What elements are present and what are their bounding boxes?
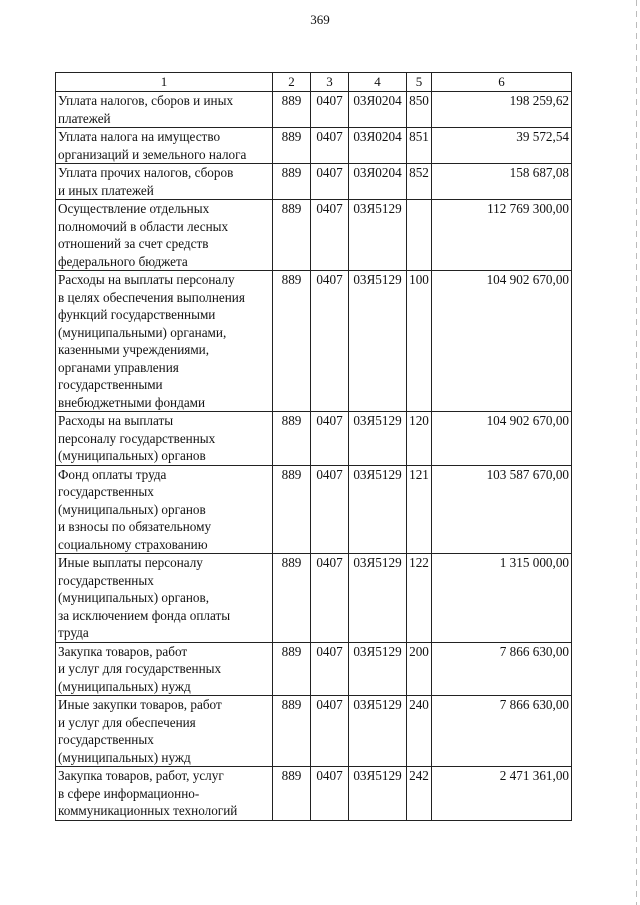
table-row	[56, 164, 572, 200]
scan-edge-line	[636, 0, 637, 905]
table-row	[56, 412, 572, 466]
table-row	[56, 128, 572, 164]
table-row	[56, 642, 572, 696]
row-amount-cell: 198 259,62	[432, 92, 572, 128]
table-body	[56, 92, 572, 821]
row-expense-type-cell: 242	[407, 767, 432, 821]
row-target-article-cell: 03Я5129	[349, 696, 407, 767]
row-amount-cell: 103 587 670,00	[432, 465, 572, 554]
row-expense-type-cell: 100	[407, 271, 432, 412]
row-expense-type-cell	[407, 200, 432, 271]
row-amount-cell: 2 471 361,00	[432, 767, 572, 821]
row-section-cell: 0407	[311, 200, 349, 271]
row-code-cell: 889	[273, 200, 311, 271]
row-name-cell: Фонд оплаты труда государственных (муниципальных) органов и взносы по обязательному социальному страхованию	[56, 465, 273, 554]
table-row	[56, 92, 572, 128]
column-header-3: 3	[311, 73, 349, 92]
column-header-6: 6	[432, 73, 572, 92]
row-target-article-cell: 03Я5129	[349, 200, 407, 271]
table-row	[56, 767, 572, 821]
table-header-row	[56, 73, 572, 92]
row-code-cell: 889	[273, 465, 311, 554]
row-name-cell: Уплата налога на имущество организаций и земельного налога	[56, 128, 273, 164]
row-amount-cell: 1 315 000,00	[432, 554, 572, 643]
row-expense-type-cell: 121	[407, 465, 432, 554]
row-expense-type-cell: 240	[407, 696, 432, 767]
row-section-cell: 0407	[311, 412, 349, 466]
row-target-article-cell: 03Я5129	[349, 767, 407, 821]
row-amount-cell: 104 902 670,00	[432, 271, 572, 412]
row-name-cell: Осуществление отдельных полномочий в области лесных отношений за счет средств федерального бюджета	[56, 200, 273, 271]
row-amount-cell: 104 902 670,00	[432, 412, 572, 466]
row-name-cell: Иные выплаты персоналу государственных (муниципальных) органов, за исключением фонда оплаты труда	[56, 554, 273, 643]
row-code-cell: 889	[273, 128, 311, 164]
row-section-cell: 0407	[311, 92, 349, 128]
row-section-cell: 0407	[311, 465, 349, 554]
row-target-article-cell: 03Я5129	[349, 554, 407, 643]
row-target-article-cell: 03Я0204	[349, 128, 407, 164]
row-code-cell: 889	[273, 696, 311, 767]
row-section-cell: 0407	[311, 554, 349, 643]
page-number: 369	[310, 12, 330, 27]
row-amount-cell: 39 572,54	[432, 128, 572, 164]
row-amount-cell: 7 866 630,00	[432, 642, 572, 696]
row-amount-cell: 158 687,08	[432, 164, 572, 200]
row-section-cell: 0407	[311, 164, 349, 200]
table-row	[56, 465, 572, 554]
row-name-cell: Расходы на выплаты персоналу государственных (муниципальных) органов	[56, 412, 273, 466]
row-amount-cell: 7 866 630,00	[432, 696, 572, 767]
row-name-cell: Закупка товаров, работ и услуг для государственных (муниципальных) нужд	[56, 642, 273, 696]
row-expense-type-cell: 850	[407, 92, 432, 128]
table-row	[56, 200, 572, 271]
row-name-cell: Уплата налогов, сборов и иных платежей	[56, 92, 273, 128]
column-header-5: 5	[407, 73, 432, 92]
column-header-4: 4	[349, 73, 407, 92]
row-amount-cell: 112 769 300,00	[432, 200, 572, 271]
row-section-cell: 0407	[311, 696, 349, 767]
row-section-cell: 0407	[311, 642, 349, 696]
row-expense-type-cell: 851	[407, 128, 432, 164]
row-name-cell: Расходы на выплаты персоналу в целях обеспечения выполнения функций государственными (муниципальными) органами, казенными учреждениями, органами управления государственными внебюджетными фондами	[56, 271, 273, 412]
row-section-cell: 0407	[311, 271, 349, 412]
column-header-1: 1	[56, 73, 273, 92]
row-expense-type-cell: 120	[407, 412, 432, 466]
row-target-article-cell: 03Я5129	[349, 642, 407, 696]
row-code-cell: 889	[273, 642, 311, 696]
row-target-article-cell: 03Я0204	[349, 164, 407, 200]
row-target-article-cell: 03Я5129	[349, 412, 407, 466]
budget-table	[55, 72, 572, 821]
row-code-cell: 889	[273, 271, 311, 412]
row-code-cell: 889	[273, 767, 311, 821]
row-code-cell: 889	[273, 412, 311, 466]
row-target-article-cell: 03Я0204	[349, 92, 407, 128]
row-target-article-cell: 03Я5129	[349, 271, 407, 412]
row-code-cell: 889	[273, 92, 311, 128]
row-section-cell: 0407	[311, 767, 349, 821]
row-expense-type-cell: 122	[407, 554, 432, 643]
row-name-cell: Иные закупки товаров, работ и услуг для обеспечения государственных (муниципальных) нужд	[56, 696, 273, 767]
row-expense-type-cell: 200	[407, 642, 432, 696]
row-section-cell: 0407	[311, 128, 349, 164]
table-row	[56, 696, 572, 767]
row-target-article-cell: 03Я5129	[349, 465, 407, 554]
row-name-cell: Закупка товаров, работ, услуг в сфере информационно- коммуникационных технологий	[56, 767, 273, 821]
row-code-cell: 889	[273, 554, 311, 643]
table-row	[56, 271, 572, 412]
column-header-2: 2	[273, 73, 311, 92]
row-code-cell: 889	[273, 164, 311, 200]
row-name-cell: Уплата прочих налогов, сборов и иных платежей	[56, 164, 273, 200]
table-row	[56, 554, 572, 643]
row-expense-type-cell: 852	[407, 164, 432, 200]
